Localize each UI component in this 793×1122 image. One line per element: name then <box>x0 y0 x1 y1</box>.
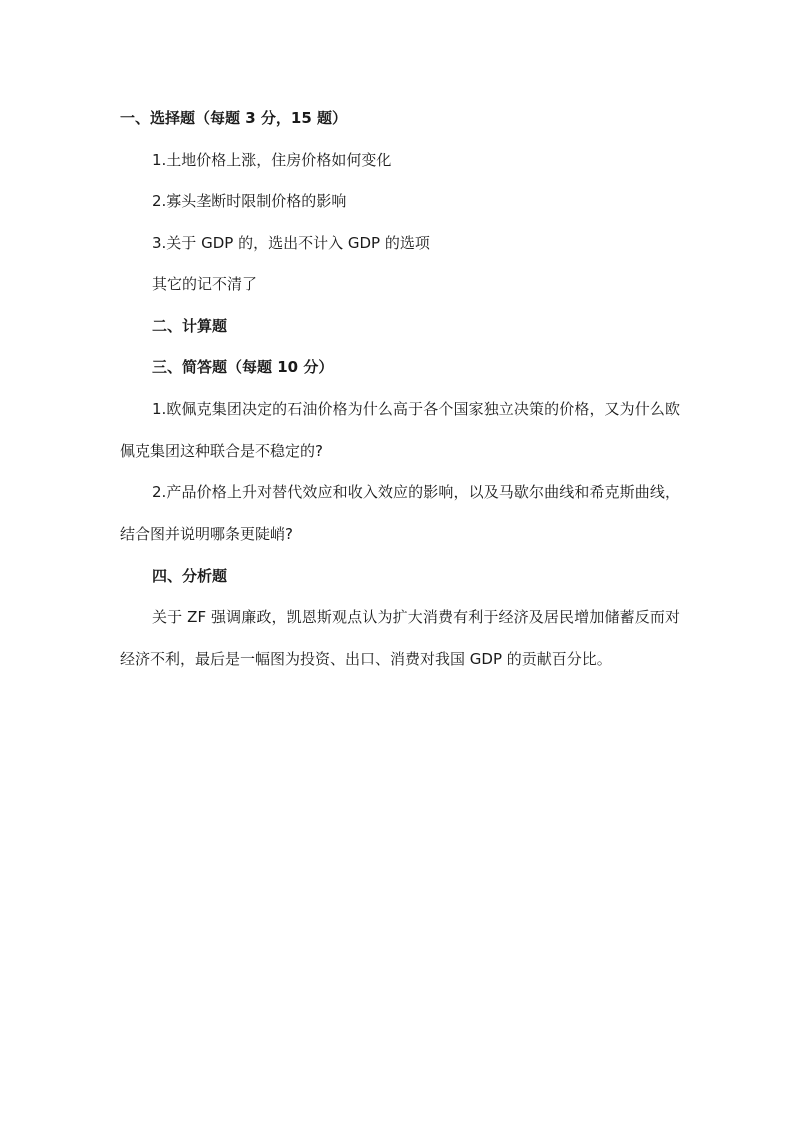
question-paragraph: 关于 ZF 强调廉政，凯恩斯观点认为扩大消费有利于经济及居民增加储蓄反而对经济不利，最后是一幅图为投资、出口、消费对我国 GDP 的贡献百分比。 <box>120 608 680 668</box>
question-item: 3.关于 GDP 的，选出不计入 GDP 的选项 <box>152 234 430 252</box>
question-item: 1.土地价格上涨，住房价格如何变化 <box>152 151 392 169</box>
section-heading-short-answer: 三、简答题（每题 10 分） <box>152 358 334 376</box>
section-heading-multiple-choice: 一、选择题（每题 3 分，15 题） <box>120 109 347 127</box>
section-heading-calculation: 二、计算题 <box>152 317 228 335</box>
question-paragraph: 1.欧佩克集团决定的石油价格为什么高于各个国家独立决策的价格，又为什么欧佩克集团这种联合是不稳定的? <box>120 400 680 460</box>
question-item: 2.寡头垄断时限制价格的影响 <box>152 192 347 210</box>
section-heading-analysis: 四、分析题 <box>152 567 228 585</box>
note-text: 其它的记不清了 <box>152 275 258 293</box>
question-paragraph: 2.产品价格上升对替代效应和收入效应的影响，以及马歇尔曲线和希克斯曲线，结合图并说明哪条更陡峭? <box>120 483 680 543</box>
